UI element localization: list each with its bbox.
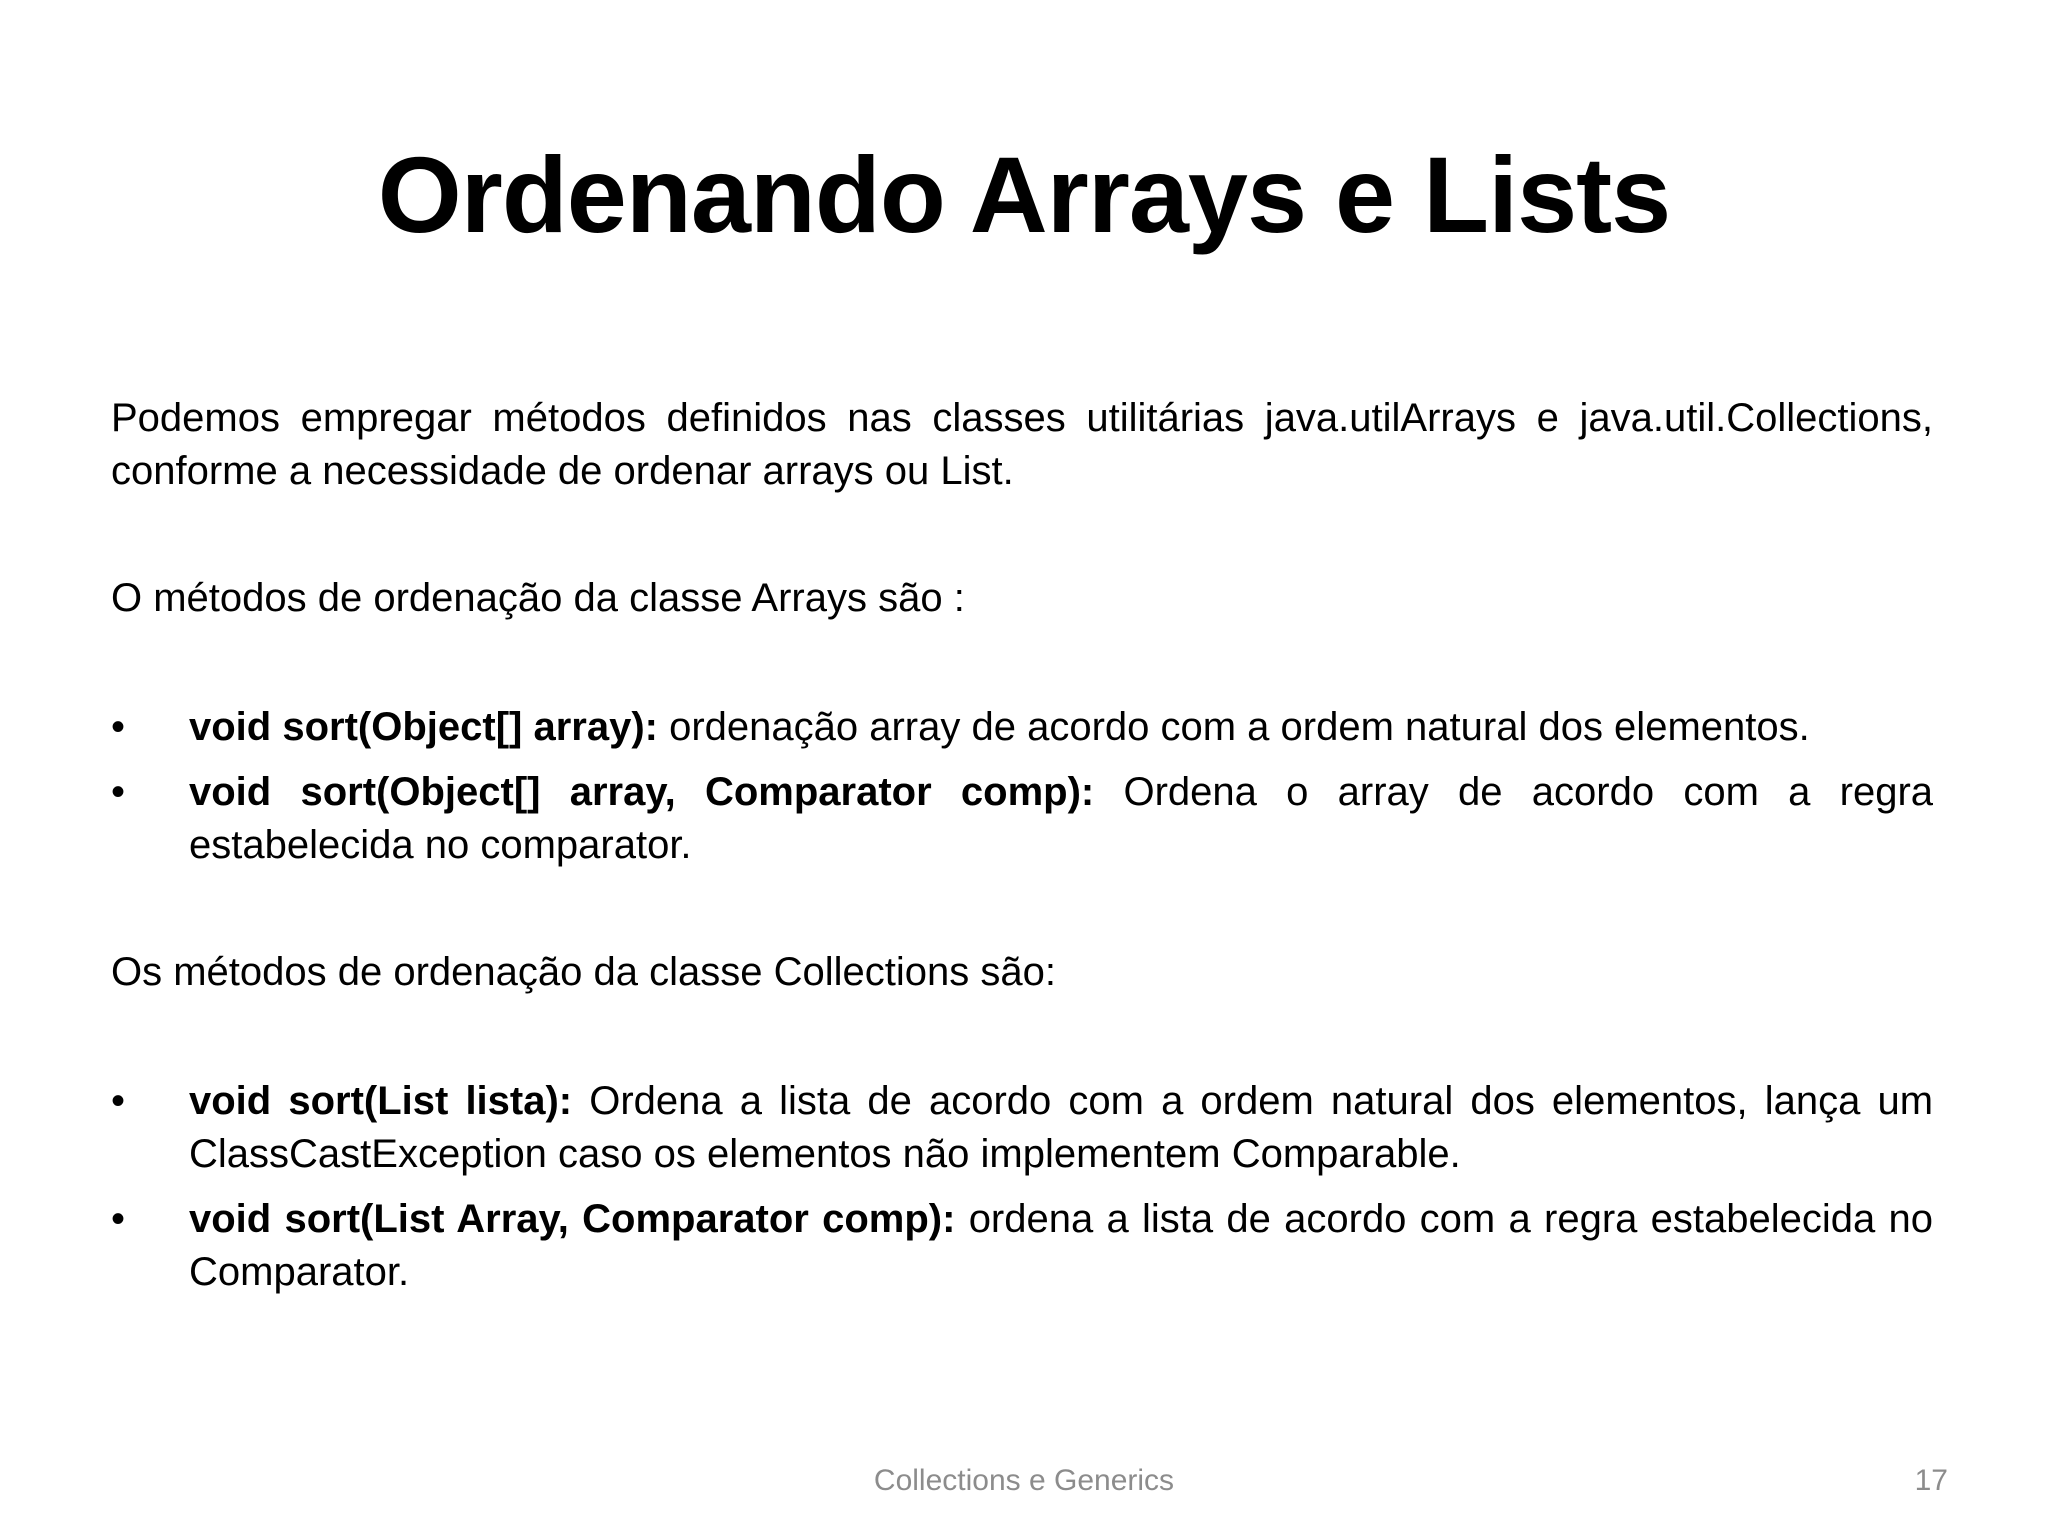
method-signature: void sort(List Array, Comparator comp): [189,1197,969,1241]
arrays-methods-list [111,701,1933,872]
arrays-heading: O métodos de ordenação da classe Arrays são : [111,576,965,620]
collections-methods-list [111,1075,1933,1299]
method-signature: void sort(List lista): [189,1079,590,1123]
method-description: Ordena a lista de acordo com a ordem natural dos elementos, lança um ClassCastException caso os elementos não implementem Comparable. [189,1079,1934,1176]
list-item [111,766,1933,872]
list-item [111,701,1933,754]
bullet-icon: • [111,705,126,749]
slide-title: Ordenando Arrays e Lists [377,134,1671,255]
collections-heading: Os métodos de ordenação da classe Collections são: [111,950,1056,994]
bullet-icon: • [111,770,126,814]
method-description: ordenação array de acordo com a ordem natural dos elementos. [669,705,1810,749]
intro-paragraph: Podemos empregar métodos definidos nas classes utilitárias java.utilArrays e java.util.Collections, conforme a necessidade de ordenar arrays ou List. [111,396,1933,493]
method-signature: void sort(Object[] array): [189,705,670,749]
footer-text: Collections e Generics [873,1464,1175,1497]
list-item [111,1075,1933,1181]
slide-body [111,392,1933,1299]
method-description: ordena a lista de acordo com a regra estabelecida no Comparator. [189,1197,1933,1294]
bullet-icon: • [111,1079,126,1123]
method-signature: void sort(Object[] array, Comparator comp): [189,770,1124,814]
method-description: Ordena o array de acordo com a regra estabelecida no comparator. [189,770,1934,867]
bullet-icon: • [111,1197,126,1241]
list-item [111,1193,1933,1299]
page-number: 17 [1914,1464,1948,1497]
